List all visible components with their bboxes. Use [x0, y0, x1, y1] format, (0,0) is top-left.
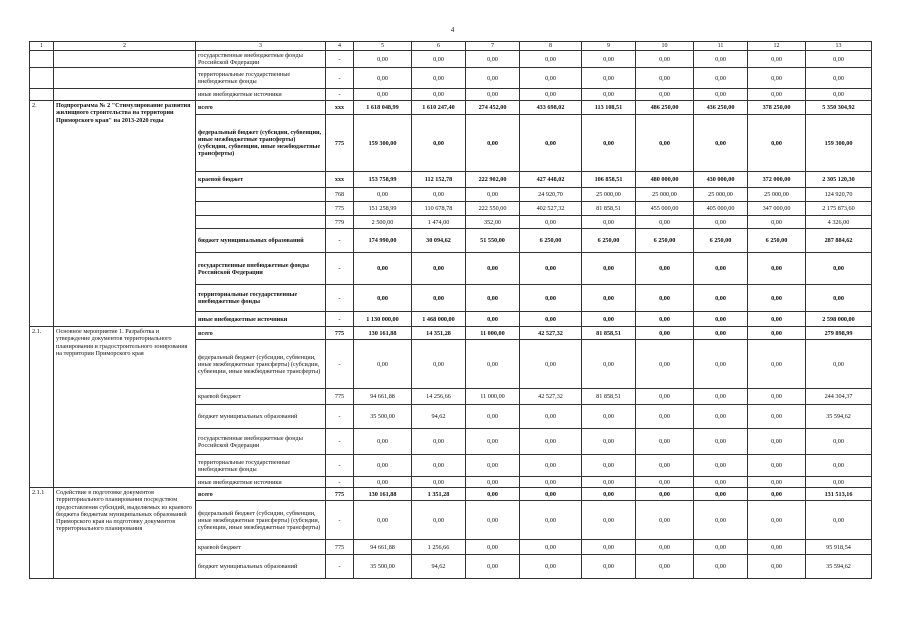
- amount-cell: 0,00: [466, 312, 520, 327]
- amount-cell: 25 000,00: [582, 188, 636, 202]
- amount-cell: 0,00: [806, 51, 872, 68]
- amount-cell: 81 858,51: [582, 389, 636, 405]
- column-number: 5: [354, 42, 412, 51]
- table-row: [30, 488, 872, 501]
- amount-cell: 0,00: [582, 216, 636, 229]
- amount-cell: 94,62: [412, 555, 466, 579]
- amount-cell: 130 161,88: [354, 327, 412, 340]
- amount-cell: 0,00: [694, 477, 748, 488]
- amount-cell: 0,00: [354, 188, 412, 202]
- funding-source: территориальные государственные внебюджетные фонды: [196, 455, 326, 477]
- amount-cell: 0,00: [466, 253, 520, 285]
- amount-cell: 25 000,00: [748, 188, 806, 202]
- amount-cell: 0,00: [520, 429, 582, 455]
- amount-cell: 0,00: [582, 312, 636, 327]
- funding-source: государственные внебюджетные фонды Российской Федерации: [196, 51, 326, 68]
- funding-source: бюджет муниципальных образований: [196, 555, 326, 579]
- amount-cell: 6 250,00: [694, 229, 748, 253]
- amount-cell: 4 326,00: [806, 216, 872, 229]
- budget-code: -: [326, 51, 354, 68]
- amount-cell: 1 351,28: [412, 488, 466, 501]
- funding-source: иные внебюджетные источники: [196, 312, 326, 327]
- amount-cell: 0,00: [582, 51, 636, 68]
- amount-cell: 402 527,32: [520, 202, 582, 216]
- amount-cell: 35 500,00: [354, 555, 412, 579]
- amount-cell: 222 902,00: [466, 172, 520, 188]
- amount-cell: 14 351,28: [412, 327, 466, 340]
- item-name: Содействие в подготовке документов территориального планирования посредством предоставления субсидий, выделяемых из краевого бюджета бюджетам муниципальных образований Приморского края на подготовку документов территориального планирования: [54, 488, 196, 579]
- amount-cell: 42 527,32: [520, 389, 582, 405]
- amount-cell: 0,00: [806, 285, 872, 312]
- amount-cell: 0,00: [636, 68, 694, 89]
- column-number: 9: [582, 42, 636, 51]
- amount-cell: 0,00: [412, 429, 466, 455]
- amount-cell: 0,00: [694, 389, 748, 405]
- budget-code: -: [326, 455, 354, 477]
- amount-cell: 0,00: [412, 455, 466, 477]
- amount-cell: 0,00: [748, 540, 806, 555]
- amount-cell: 0,00: [636, 115, 694, 172]
- amount-cell: 0,00: [636, 405, 694, 429]
- amount-cell: 0,00: [412, 340, 466, 389]
- amount-cell: 0,00: [694, 488, 748, 501]
- funding-source: [196, 216, 326, 229]
- amount-cell: 42 527,32: [520, 327, 582, 340]
- amount-cell: 30 094,62: [412, 229, 466, 253]
- budget-code: 775: [326, 327, 354, 340]
- amount-cell: 0,00: [466, 188, 520, 202]
- amount-cell: 0,00: [412, 115, 466, 172]
- amount-cell: 0,00: [582, 455, 636, 477]
- amount-cell: 0,00: [748, 68, 806, 89]
- funding-source: территориальные государственные внебюджетные фонды: [196, 285, 326, 312]
- budget-code: 768: [326, 188, 354, 202]
- item-name: [54, 51, 196, 68]
- amount-cell: 151 258,99: [354, 202, 412, 216]
- amount-cell: 0,00: [520, 455, 582, 477]
- amount-cell: 0,00: [466, 429, 520, 455]
- amount-cell: 106 858,51: [582, 172, 636, 188]
- budget-code: 779: [326, 216, 354, 229]
- amount-cell: 0,00: [636, 477, 694, 488]
- amount-cell: 0,00: [582, 477, 636, 488]
- budget-code: 775: [326, 488, 354, 501]
- amount-cell: 0,00: [636, 327, 694, 340]
- amount-cell: 131 513,16: [806, 488, 872, 501]
- amount-cell: 5 350 304,92: [806, 101, 872, 115]
- amount-cell: 480 000,00: [636, 172, 694, 188]
- amount-cell: 2 175 873,60: [806, 202, 872, 216]
- amount-cell: 0,00: [636, 312, 694, 327]
- amount-cell: 0,00: [748, 312, 806, 327]
- amount-cell: 0,00: [694, 540, 748, 555]
- amount-cell: 0,00: [694, 285, 748, 312]
- amount-cell: 0,00: [694, 327, 748, 340]
- funding-source: [196, 188, 326, 202]
- amount-cell: 430 000,00: [694, 172, 748, 188]
- amount-cell: 0,00: [748, 216, 806, 229]
- amount-cell: 0,00: [694, 51, 748, 68]
- amount-cell: 0,00: [694, 455, 748, 477]
- amount-cell: 35 594,62: [806, 405, 872, 429]
- amount-cell: 0,00: [466, 555, 520, 579]
- amount-cell: 0,00: [636, 253, 694, 285]
- amount-cell: 153 758,99: [354, 172, 412, 188]
- amount-cell: 35 500,00: [354, 405, 412, 429]
- amount-cell: 372 000,00: [748, 172, 806, 188]
- table-row: [30, 68, 872, 89]
- column-number: 8: [520, 42, 582, 51]
- funding-source: краевой бюджет: [196, 540, 326, 555]
- amount-cell: 174 990,00: [354, 229, 412, 253]
- amount-cell: 0,00: [520, 405, 582, 429]
- amount-cell: 427 448,02: [520, 172, 582, 188]
- amount-cell: 0,00: [520, 312, 582, 327]
- amount-cell: 81 858,51: [582, 327, 636, 340]
- column-number: 7: [466, 42, 520, 51]
- amount-cell: 0,00: [466, 540, 520, 555]
- amount-cell: 455 000,00: [636, 202, 694, 216]
- amount-cell: 6 250,00: [636, 229, 694, 253]
- amount-cell: 405 000,00: [694, 202, 748, 216]
- item-name: Основное мероприятие 1. Разработка и утверждение документов территориального планирования и градостроительного зонирования на территории Приморского края: [54, 327, 196, 488]
- column-number: 6: [412, 42, 466, 51]
- amount-cell: 0,00: [354, 477, 412, 488]
- amount-cell: 0,00: [806, 455, 872, 477]
- column-number: 10: [636, 42, 694, 51]
- amount-cell: 0,00: [466, 115, 520, 172]
- funding-source: всего: [196, 327, 326, 340]
- amount-cell: 0,00: [354, 455, 412, 477]
- table-row: [30, 89, 872, 101]
- amount-cell: 0,00: [636, 51, 694, 68]
- amount-cell: 81 858,51: [582, 202, 636, 216]
- amount-cell: 0,00: [354, 429, 412, 455]
- amount-cell: 0,00: [748, 455, 806, 477]
- amount-cell: 0,00: [694, 115, 748, 172]
- amount-cell: 0,00: [748, 405, 806, 429]
- budget-code: -: [326, 555, 354, 579]
- amount-cell: 0,00: [694, 89, 748, 101]
- amount-cell: 0,00: [748, 89, 806, 101]
- item-name: [54, 68, 196, 89]
- budget-code: -: [326, 253, 354, 285]
- amount-cell: 0,00: [806, 68, 872, 89]
- amount-cell: 279 898,99: [806, 327, 872, 340]
- item-number: [30, 89, 54, 101]
- funding-source: краевой бюджет: [196, 172, 326, 188]
- item-name: [54, 89, 196, 101]
- amount-cell: 0,00: [694, 253, 748, 285]
- funding-source: бюджет муниципальных образований: [196, 229, 326, 253]
- budget-code: -: [326, 229, 354, 253]
- amount-cell: 0,00: [520, 540, 582, 555]
- amount-cell: 0,00: [466, 405, 520, 429]
- amount-cell: 0,00: [748, 555, 806, 579]
- amount-cell: 0,00: [636, 429, 694, 455]
- amount-cell: 0,00: [748, 488, 806, 501]
- budget-code: -: [326, 501, 354, 540]
- amount-cell: 1 618 048,99: [354, 101, 412, 115]
- item-number: 2.1.: [30, 327, 54, 488]
- page-number: 4: [450, 26, 455, 34]
- amount-cell: 0,00: [412, 89, 466, 101]
- column-number: 4: [326, 42, 354, 51]
- budget-code: -: [326, 405, 354, 429]
- amount-cell: 14 256,66: [412, 389, 466, 405]
- amount-cell: 0,00: [466, 488, 520, 501]
- amount-cell: 0,00: [748, 477, 806, 488]
- amount-cell: 94,62: [412, 405, 466, 429]
- amount-cell: 0,00: [520, 68, 582, 89]
- amount-cell: 1 610 247,40: [412, 101, 466, 115]
- amount-cell: 0,00: [636, 540, 694, 555]
- amount-cell: 0,00: [636, 555, 694, 579]
- amount-cell: 113 108,51: [582, 101, 636, 115]
- amount-cell: 0,00: [354, 285, 412, 312]
- budget-code: -: [326, 312, 354, 327]
- amount-cell: 0,00: [694, 501, 748, 540]
- budget-table: [29, 41, 872, 579]
- amount-cell: 159 300,00: [354, 115, 412, 172]
- funding-source: федеральный бюджет (субсидии, субвенции, иные межбюджетные трансферты) (субсидии, субвенции, иные межбюджетные трансферты): [196, 340, 326, 389]
- funding-source: государственные внебюджетные фонды Российской Федерации: [196, 253, 326, 285]
- item-number: [30, 68, 54, 89]
- amount-cell: 0,00: [694, 68, 748, 89]
- amount-cell: 0,00: [412, 253, 466, 285]
- column-number-row: [30, 42, 872, 51]
- amount-cell: 0,00: [520, 285, 582, 312]
- amount-cell: 0,00: [354, 501, 412, 540]
- amount-cell: 0,00: [520, 89, 582, 101]
- amount-cell: 0,00: [354, 340, 412, 389]
- amount-cell: 35 594,62: [806, 555, 872, 579]
- amount-cell: 11 000,00: [466, 389, 520, 405]
- amount-cell: 274 452,00: [466, 101, 520, 115]
- amount-cell: 486 250,00: [636, 101, 694, 115]
- amount-cell: 0,00: [806, 340, 872, 389]
- budget-code: -: [326, 340, 354, 389]
- budget-code: xxx: [326, 172, 354, 188]
- amount-cell: 0,00: [748, 115, 806, 172]
- amount-cell: 25 000,00: [636, 188, 694, 202]
- amount-cell: 0,00: [412, 477, 466, 488]
- amount-cell: 0,00: [520, 501, 582, 540]
- amount-cell: 51 550,00: [466, 229, 520, 253]
- item-number: 2.: [30, 101, 54, 327]
- amount-cell: 0,00: [466, 51, 520, 68]
- amount-cell: 0,00: [582, 501, 636, 540]
- amount-cell: 0,00: [412, 285, 466, 312]
- amount-cell: 1 468 000,00: [412, 312, 466, 327]
- amount-cell: 1 256,66: [412, 540, 466, 555]
- amount-cell: 0,00: [582, 555, 636, 579]
- item-name: Подпрограмма № 2 "Стимулирование развития жилищного строительства на территории Приморского края" на 2013-2020 годы: [54, 101, 196, 327]
- amount-cell: 130 161,88: [354, 488, 412, 501]
- amount-cell: 0,00: [748, 327, 806, 340]
- amount-cell: 0,00: [806, 501, 872, 540]
- amount-cell: 0,00: [748, 253, 806, 285]
- budget-code: xxx: [326, 101, 354, 115]
- amount-cell: 2 305 120,30: [806, 172, 872, 188]
- amount-cell: 112 152,78: [412, 172, 466, 188]
- amount-cell: 0,00: [748, 501, 806, 540]
- funding-source: всего: [196, 488, 326, 501]
- table-row: [30, 51, 872, 68]
- amount-cell: 0,00: [520, 488, 582, 501]
- amount-cell: 0,00: [748, 340, 806, 389]
- table-row: [30, 327, 872, 340]
- budget-code: 775: [326, 202, 354, 216]
- amount-cell: 0,00: [694, 216, 748, 229]
- amount-cell: 0,00: [466, 68, 520, 89]
- amount-cell: 0,00: [582, 285, 636, 312]
- amount-cell: 0,00: [694, 312, 748, 327]
- amount-cell: 0,00: [582, 115, 636, 172]
- amount-cell: 0,00: [806, 253, 872, 285]
- funding-source: федеральный бюджет (субсидии, субвенции, иные межбюджетные трансферты) (субсидии, субвенции, иные межбюджетные трансферты): [196, 501, 326, 540]
- amount-cell: 0,00: [466, 501, 520, 540]
- amount-cell: 2 598 000,00: [806, 312, 872, 327]
- amount-cell: 0,00: [582, 429, 636, 455]
- amount-cell: 95 918,54: [806, 540, 872, 555]
- amount-cell: 0,00: [412, 188, 466, 202]
- budget-code: 775: [326, 389, 354, 405]
- amount-cell: 433 698,02: [520, 101, 582, 115]
- item-number: [30, 51, 54, 68]
- amount-cell: 0,00: [520, 340, 582, 389]
- budget-code: 775: [326, 115, 354, 172]
- funding-source: краевой бюджет: [196, 389, 326, 405]
- amount-cell: 94 661,88: [354, 389, 412, 405]
- amount-cell: 0,00: [636, 89, 694, 101]
- amount-cell: 159 300,00: [806, 115, 872, 172]
- budget-code: -: [326, 429, 354, 455]
- amount-cell: 0,00: [520, 51, 582, 68]
- amount-cell: 6 250,00: [520, 229, 582, 253]
- amount-cell: 0,00: [806, 89, 872, 101]
- amount-cell: 1 130 000,00: [354, 312, 412, 327]
- amount-cell: 0,00: [636, 389, 694, 405]
- amount-cell: 25 000,00: [694, 188, 748, 202]
- amount-cell: 6 250,00: [748, 229, 806, 253]
- budget-code: -: [326, 477, 354, 488]
- amount-cell: 0,00: [636, 340, 694, 389]
- amount-cell: 0,00: [694, 429, 748, 455]
- amount-cell: 436 250,00: [694, 101, 748, 115]
- funding-source: бюджет муниципальных образований: [196, 405, 326, 429]
- budget-code: -: [326, 68, 354, 89]
- amount-cell: 0,00: [582, 89, 636, 101]
- amount-cell: 24 920,70: [520, 188, 582, 202]
- funding-source: федеральный бюджет (субсидии, субвенции, иные межбюджетные трансферты) (субсидии, субвенции, иные межбюджетные трансферты): [196, 115, 326, 172]
- column-number: 1: [30, 42, 54, 51]
- amount-cell: 0,00: [636, 501, 694, 540]
- amount-cell: 0,00: [582, 340, 636, 389]
- amount-cell: 11 000,00: [466, 327, 520, 340]
- amount-cell: 0,00: [520, 216, 582, 229]
- amount-cell: 0,00: [354, 89, 412, 101]
- amount-cell: 287 884,62: [806, 229, 872, 253]
- amount-cell: 0,00: [582, 488, 636, 501]
- amount-cell: 0,00: [466, 340, 520, 389]
- amount-cell: 0,00: [466, 477, 520, 488]
- amount-cell: 0,00: [582, 405, 636, 429]
- amount-cell: 378 250,00: [748, 101, 806, 115]
- amount-cell: 0,00: [466, 89, 520, 101]
- amount-cell: 0,00: [354, 51, 412, 68]
- amount-cell: 0,00: [748, 389, 806, 405]
- amount-cell: 352,00: [466, 216, 520, 229]
- column-number: 11: [694, 42, 748, 51]
- amount-cell: 0,00: [520, 253, 582, 285]
- amount-cell: 0,00: [636, 216, 694, 229]
- funding-source: государственные внебюджетные фонды Российской Федерации: [196, 429, 326, 455]
- funding-source: [196, 202, 326, 216]
- amount-cell: 1 474,00: [412, 216, 466, 229]
- amount-cell: 94 661,88: [354, 540, 412, 555]
- amount-cell: 0,00: [748, 429, 806, 455]
- amount-cell: 0,00: [412, 68, 466, 89]
- table-row: [30, 101, 872, 115]
- amount-cell: 0,00: [354, 253, 412, 285]
- amount-cell: 0,00: [694, 555, 748, 579]
- amount-cell: 0,00: [354, 68, 412, 89]
- column-number: 13: [806, 42, 872, 51]
- column-number: 2: [54, 42, 196, 51]
- amount-cell: 0,00: [466, 455, 520, 477]
- amount-cell: 0,00: [520, 115, 582, 172]
- amount-cell: 110 678,78: [412, 202, 466, 216]
- amount-cell: 0,00: [694, 405, 748, 429]
- amount-cell: 0,00: [636, 285, 694, 312]
- amount-cell: 0,00: [694, 340, 748, 389]
- amount-cell: 0,00: [636, 488, 694, 501]
- funding-source: иные внебюджетные источники: [196, 89, 326, 101]
- amount-cell: 0,00: [582, 68, 636, 89]
- budget-code: 775: [326, 540, 354, 555]
- amount-cell: 6 250,00: [582, 229, 636, 253]
- amount-cell: 0,00: [582, 253, 636, 285]
- funding-source: территориальные государственные внебюджетные фонды: [196, 68, 326, 89]
- amount-cell: 0,00: [636, 455, 694, 477]
- amount-cell: 0,00: [466, 285, 520, 312]
- amount-cell: 124 920,70: [806, 188, 872, 202]
- amount-cell: 222 550,00: [466, 202, 520, 216]
- amount-cell: 244 304,37: [806, 389, 872, 405]
- amount-cell: 0,00: [748, 51, 806, 68]
- amount-cell: 0,00: [806, 429, 872, 455]
- amount-cell: 0,00: [582, 540, 636, 555]
- column-number: 12: [748, 42, 806, 51]
- item-number: 2.1.1: [30, 488, 54, 579]
- amount-cell: 0,00: [748, 285, 806, 312]
- amount-cell: 2 500,00: [354, 216, 412, 229]
- column-number: 3: [196, 42, 326, 51]
- budget-code: -: [326, 285, 354, 312]
- amount-cell: 347 000,00: [748, 202, 806, 216]
- funding-source: всего: [196, 101, 326, 115]
- amount-cell: 0,00: [520, 477, 582, 488]
- funding-source: иные внебюджетные источники: [196, 477, 326, 488]
- budget-code: -: [326, 89, 354, 101]
- amount-cell: 0,00: [806, 477, 872, 488]
- amount-cell: 0,00: [520, 555, 582, 579]
- amount-cell: 0,00: [412, 501, 466, 540]
- amount-cell: 0,00: [412, 51, 466, 68]
